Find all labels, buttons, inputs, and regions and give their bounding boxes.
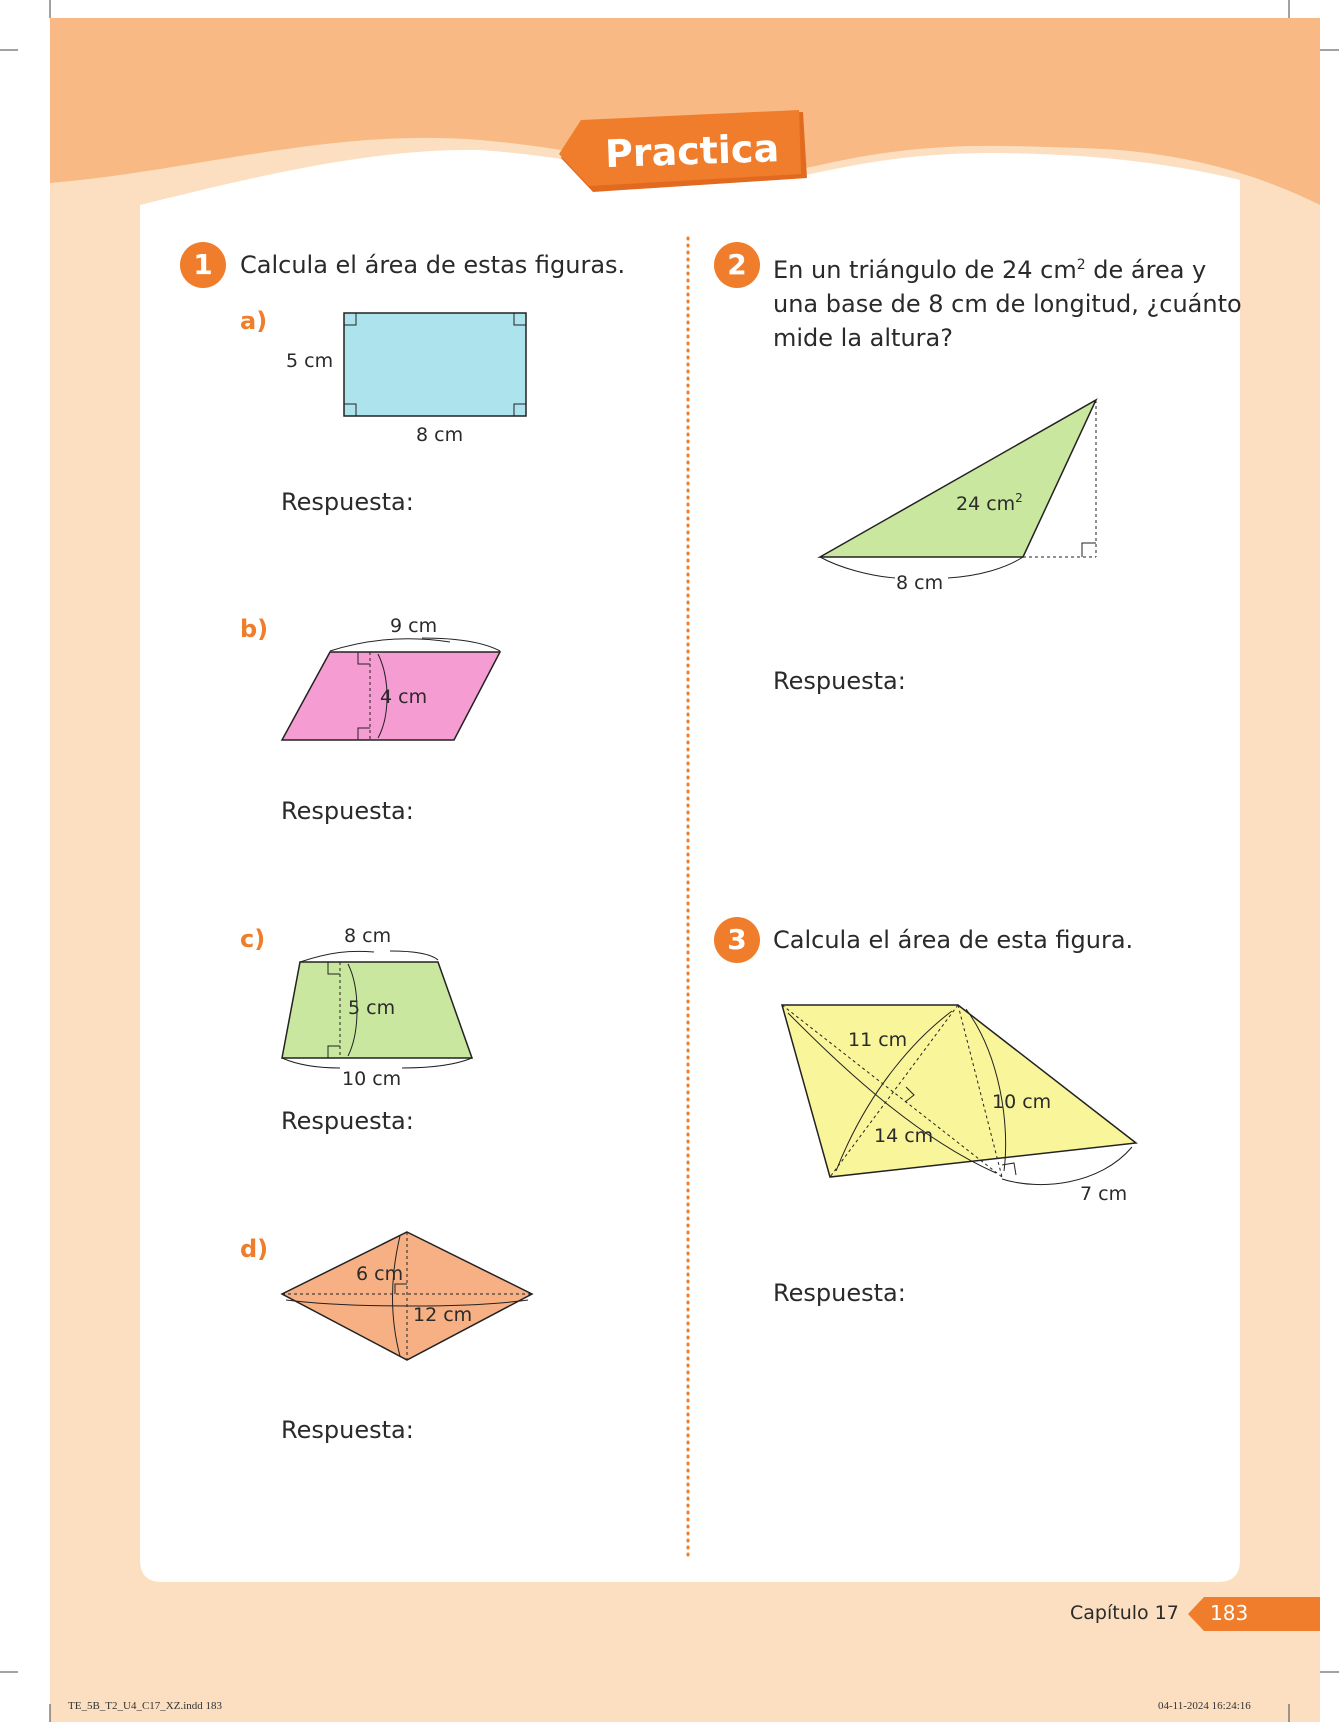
figure-b-parallelogram xyxy=(230,608,530,748)
footer-timestamp: 04-11-2024 16:24:16 xyxy=(1158,1700,1251,1712)
parallelogram-height-label: 4 cm xyxy=(380,686,428,708)
item-c-letter: c) xyxy=(240,925,266,953)
answer-c: Respuesta: xyxy=(281,1107,414,1135)
page-number: 183 xyxy=(1210,1601,1249,1625)
rhombus-long-diagonal-label: 12 cm xyxy=(413,1304,473,1326)
q2-text-line1-a: En un triángulo de 24 cm xyxy=(773,256,1077,284)
figure-q2-triangle xyxy=(800,390,1120,610)
triangle-area-label: 24 $cm^2$ xyxy=(956,491,1023,515)
trapezoid-height-label: 5 cm xyxy=(348,997,396,1019)
triangle-base-label: 8 cm xyxy=(896,572,944,594)
rect-height-label: 5 cm xyxy=(286,350,334,372)
question-2-text xyxy=(773,248,1242,355)
item-a-letter: a) xyxy=(240,307,268,335)
rhombus-short-diagonal-label: 6 cm xyxy=(356,1263,404,1285)
question-2-number: 2 xyxy=(714,242,760,288)
q2-text-line1-b: de área y xyxy=(1085,256,1207,284)
q2-text-line2: una base de 8 cm de longitud, ¿cuánto xyxy=(773,290,1242,318)
practica-banner xyxy=(555,108,815,194)
banner-title: Practica xyxy=(604,126,780,177)
question-3-number: 3 xyxy=(714,917,760,963)
item-b-letter: b) xyxy=(240,615,269,643)
figure-d-rhombus xyxy=(230,1228,550,1378)
trapezoid-bottom-label: 10 cm xyxy=(342,1068,402,1090)
footer-filename: TE_5B_T2_U4_C17_XZ.indd 183 xyxy=(68,1700,222,1712)
q3-label-14: 14 cm xyxy=(874,1125,934,1147)
answer-q3: Respuesta: xyxy=(773,1279,906,1307)
figure-q3-quadrilateral xyxy=(770,995,1150,1215)
chapter-label: Capítulo 17 xyxy=(1070,1602,1179,1624)
page-number-tab xyxy=(1186,1595,1320,1633)
answer-d: Respuesta: xyxy=(281,1416,414,1444)
item-d-letter: d) xyxy=(240,1235,269,1263)
question-3-text: Calcula el área de esta figura. xyxy=(773,926,1134,954)
figure-c-trapezoid xyxy=(230,918,510,1093)
figure-a-rectangle xyxy=(230,300,560,460)
answer-b: Respuesta: xyxy=(281,797,414,825)
q2-text-sup: 2 xyxy=(1076,257,1086,273)
rect-base-label: 8 cm xyxy=(416,424,464,446)
q2-text-line3: mide la altura? xyxy=(773,324,953,352)
q3-label-10: 10 cm xyxy=(992,1091,1052,1113)
answer-q2: Respuesta: xyxy=(773,667,906,695)
question-1-number: 1 xyxy=(180,242,226,288)
q3-label-7: 7 cm xyxy=(1080,1183,1128,1205)
question-1-text: Calcula el área de estas figuras. xyxy=(240,251,626,279)
answer-a: Respuesta: xyxy=(281,488,414,516)
q3-label-11: 11 cm xyxy=(848,1029,908,1051)
trapezoid-top-label: 8 cm xyxy=(344,925,392,947)
parallelogram-base-label: 9 cm xyxy=(390,615,438,637)
